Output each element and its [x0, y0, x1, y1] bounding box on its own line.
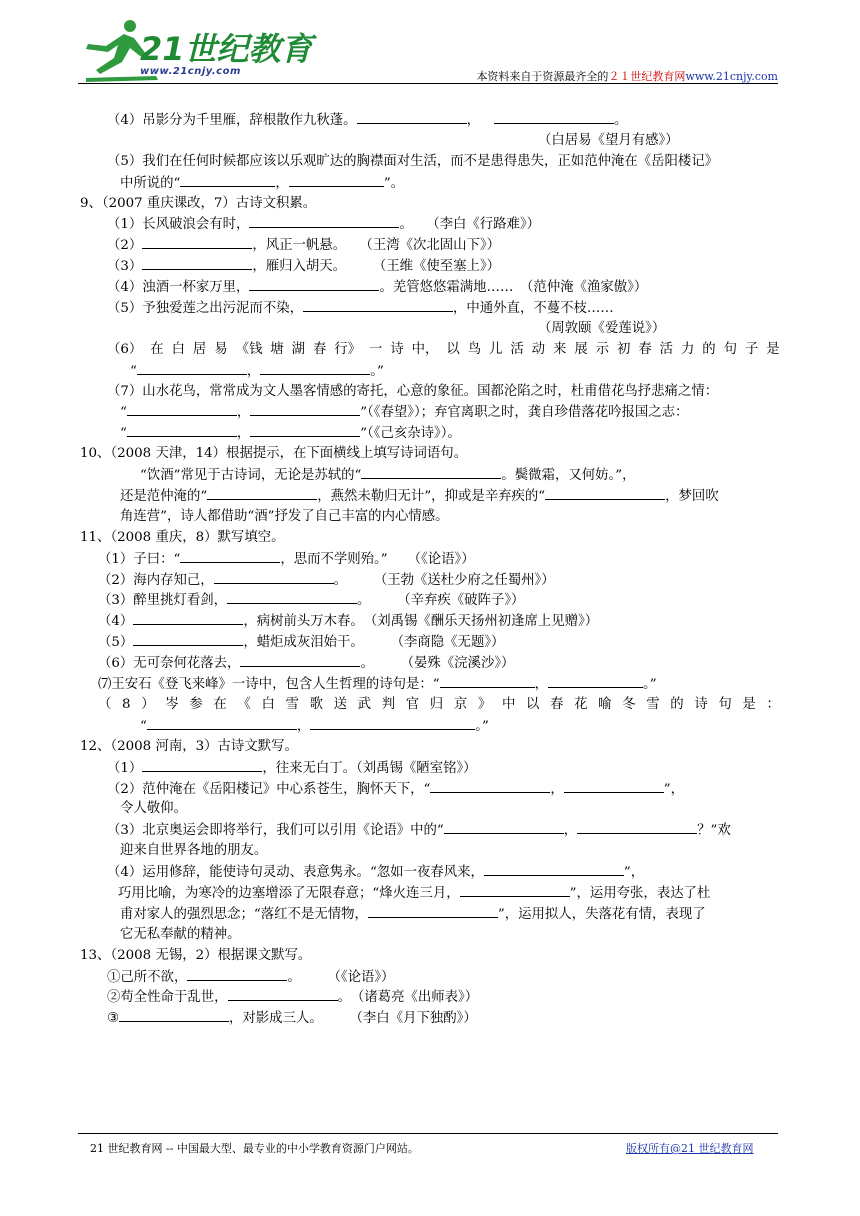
answer-blank[interactable]	[147, 716, 297, 730]
q11-item-6: （6）无可奈何花落去， 。 （晏殊《浣溪沙》）	[80, 653, 780, 674]
answer-blank[interactable]	[440, 674, 535, 688]
answer-blank[interactable]	[444, 820, 564, 834]
spaced-char: 官	[405, 696, 420, 712]
answer-blank[interactable]	[142, 758, 262, 772]
q9-item-6	[80, 340, 780, 361]
answer-blank[interactable]	[577, 820, 697, 834]
spaced-char: 活	[510, 341, 524, 357]
q12-item-2-cont: 令人敬仰。	[120, 801, 187, 817]
q13-item-1: ①己所不欲， 。 （《论语》）	[80, 967, 780, 988]
spaced-char: 是	[742, 696, 756, 712]
answer-blank[interactable]	[564, 779, 664, 793]
q9-item-5: （5）予独爱莲之出污泥而不染， ，中通外直，不蔓不枝……	[80, 298, 780, 319]
spaced-char: 儿	[489, 341, 503, 357]
spaced-char: 鸟	[467, 341, 482, 357]
spaced-char: 岑	[165, 696, 179, 712]
q9-item-5-source: （周敦颐《爱莲说》）	[538, 320, 666, 336]
spaced-char: 展	[574, 341, 588, 357]
spaced-char: 雪	[285, 696, 299, 712]
spaced-char: 力	[680, 341, 695, 357]
q9-item-7-cont: “ ， ”（《春望》）；弃官离职之时，龚自珍借落花吟报国之志：	[80, 402, 780, 423]
answer-blank[interactable]	[368, 904, 498, 918]
spaced-char: 诗	[390, 341, 404, 357]
q11-item-4: （4） ，病树前头万木春。 （刘禹锡《酬乐天扬州初逢席上见赠》）	[80, 611, 780, 632]
q10-line-1: “饮酒”常见于古诗词，无论是苏轼的“ 。鬓微霜，又何妨。”，	[80, 465, 780, 486]
q9-item-2: （2） ，风正一帆悬。 （王湾《次北固山下》）	[80, 235, 780, 256]
spaced-char: （6）	[107, 341, 143, 357]
spaced-char: 居	[192, 341, 207, 357]
spaced-char: 春	[550, 696, 564, 712]
q11-item-8	[80, 695, 780, 716]
q10-line-3: 角连营”，诗人都借助“酒”抒发了自己丰富的内心情感。	[120, 508, 449, 524]
spaced-char: 雪	[646, 696, 660, 712]
q10-title: 10、（2008 天津，14）根据提示，在下面横线上填写诗词语句。	[80, 446, 468, 462]
q8-item-4: （4）吊影分为千里雁，辞根散作九秋蓬。 ， 。	[80, 110, 780, 131]
answer-blank[interactable]	[227, 590, 357, 604]
answer-blank[interactable]	[180, 173, 275, 187]
spaced-char: 在	[150, 341, 164, 357]
answer-blank[interactable]	[250, 402, 360, 416]
spaced-char: 中	[501, 696, 516, 712]
q11-item-5: （5） ，蜡炬成灰泪始干。 （李商隐《无题》）	[80, 632, 780, 653]
spaced-char: 白	[261, 696, 275, 712]
answer-blank[interactable]	[240, 653, 360, 667]
answer-blank[interactable]	[214, 570, 334, 584]
spaced-char: 冬	[622, 696, 636, 712]
spaced-char: 春	[638, 341, 652, 357]
spaced-char: 行》	[334, 341, 362, 357]
footer-text: 21 世纪教育网 -- 中国最大型、最专业的中小学教育资源门户网站。	[90, 1142, 419, 1155]
answer-blank[interactable]	[119, 1008, 229, 1022]
answer-blank[interactable]	[249, 277, 379, 291]
footer-copyright-link[interactable]: 版权所有@21 世纪教育网	[626, 1142, 754, 1155]
spaced-char: 诗	[694, 696, 708, 712]
q13-item-3: ③ ，对影成三人。 （李白《月下独酌》）	[80, 1008, 780, 1029]
q8-item-5: （5）我们在任何时候都应该以乐观旷达的胸襟面对生活，而不是患得患失，正如范仲淹在《岳阳楼记》	[107, 153, 719, 169]
answer-blank[interactable]	[484, 862, 624, 876]
spaced-char: 送	[333, 696, 347, 712]
spaced-char: 动	[531, 341, 546, 357]
q8-item-5-cont: 中所说的“ ， ”。	[80, 173, 780, 194]
answer-blank[interactable]	[249, 214, 399, 228]
answer-blank[interactable]	[142, 235, 252, 249]
spaced-char: ）	[141, 696, 155, 712]
spaced-char: 花	[574, 696, 588, 712]
spaced-char: 塘	[270, 341, 284, 357]
answer-blank[interactable]	[430, 779, 550, 793]
spaced-char: 判	[381, 696, 396, 712]
q9-item-7-cont2: “ ， ”（《己亥杂诗》）。	[80, 423, 780, 444]
answer-blank[interactable]	[127, 423, 237, 437]
spaced-char: 句	[723, 341, 738, 357]
answer-blank[interactable]	[142, 256, 252, 270]
answer-blank[interactable]	[310, 716, 475, 730]
q12-item-4-cont2: 甫对家人的强烈思念；“落红不是无情物， ”，运用拟人，失落花有情，表现了	[80, 904, 780, 925]
spaced-char: 来	[553, 341, 567, 357]
spaced-char: 活	[659, 341, 674, 357]
answer-blank[interactable]	[460, 883, 570, 897]
q11-item-8-blanks: “ ， 。”	[80, 716, 780, 737]
spaced-char: 8	[122, 696, 131, 712]
spaced-char: 》	[477, 696, 492, 712]
spaced-char: 中，	[411, 341, 439, 357]
q9-item-1: （1）长风破浪会有时， 。 （李白《行路难》）	[80, 214, 780, 235]
spaced-char: 歌	[309, 696, 323, 712]
page-header	[78, 18, 778, 84]
answer-blank[interactable]	[180, 549, 280, 563]
spaced-char: 《	[237, 696, 251, 712]
q13-item-2: ②苟全性命于乱世， 。 （诸葛亮《出师表》）	[80, 987, 780, 1008]
answer-blank[interactable]	[127, 402, 237, 416]
spaced-char: 武	[357, 696, 372, 712]
q12-item-4: （4）运用修辞，能使诗句灵动、表意隽永。“忽如一夜春风来， ”，	[80, 862, 780, 883]
spaced-char: 《钱	[235, 341, 263, 357]
spaced-char: 的	[670, 696, 684, 712]
logo-tagline: www.21cnjy.com	[140, 66, 241, 77]
header-highlight: ２１世纪教育网	[608, 70, 686, 83]
q12-item-2: （2）范仲淹在《岳阳楼记》中心系苍生，胸怀天下，“ ， ”，	[80, 779, 780, 800]
spaced-char: 在	[213, 696, 227, 712]
spaced-char: 喻	[598, 696, 612, 712]
answer-blank[interactable]	[289, 173, 384, 187]
q12-item-3: （3）北京奥运会即将举行，我们可以引用《论语》中的“ ， ？”欢	[80, 820, 780, 841]
q11-item-2: （2）海内存知己， 。 （王勃《送杜少府之任蜀州》）	[80, 570, 780, 591]
answer-blank[interactable]	[133, 611, 243, 625]
answer-blank[interactable]	[207, 486, 317, 500]
header-site-link[interactable]: www.21cnjy.com	[685, 70, 778, 83]
q9-item-7: （7）山水花鸟，常常成为文人墨客情感的寄托，心意的象征。国都沦陷之时，杜甫借花鸟抒悲痛之情：	[107, 383, 719, 399]
answer-blank[interactable]	[357, 110, 467, 124]
answer-blank[interactable]	[260, 361, 370, 375]
q12-item-4-cont: 巧用比喻，为寒冷的边塞增添了无限春意；“烽火连三月， ”，运用夸张，表达了杜	[80, 883, 780, 904]
q8-item-4-source: （白居易《望月有感》）	[538, 132, 679, 148]
q12-item-4-cont3: 它无私奉献的精神。	[120, 926, 241, 942]
q11-item-1: （1）子曰：“ ，思而不学则殆。” （《论语》）	[80, 549, 780, 570]
spaced-char: 示	[595, 341, 610, 357]
answer-blank[interactable]	[133, 632, 243, 646]
q12-item-1: （1） ，往来无白丁。（刘禹锡《陋室铭》）	[80, 758, 780, 779]
q9-item-6-blanks: “ ， 。”	[80, 361, 780, 382]
spaced-char: 句	[718, 696, 732, 712]
answer-blank[interactable]	[250, 423, 360, 437]
spaced-char: 初	[616, 341, 631, 357]
logo-text: 21世纪教育	[140, 30, 313, 68]
q12-title: 12、（2008 河南，3）古诗文默写。	[80, 738, 298, 754]
q9-item-4: （4）浊酒一杯家万里， 。羌管悠悠霜满地…… （范仲淹《渔家傲》）	[80, 277, 780, 298]
spaced-char: 子	[744, 341, 759, 357]
spaced-char: ：	[766, 696, 780, 712]
header-divider	[78, 83, 778, 84]
spaced-char: 以	[446, 341, 460, 357]
q11-title: 11、（2008 重庆，8）默写填空。	[80, 529, 285, 545]
spaced-char: 春	[312, 341, 327, 357]
answer-blank[interactable]	[303, 298, 453, 312]
spaced-char: 以	[525, 696, 540, 712]
q9-title: 9、（2007 重庆课改，7）古诗文积累。	[80, 195, 317, 211]
q11-item-3: （3）醉里挑灯看剑， 。 （辛弃疾《破阵子》）	[80, 590, 780, 611]
spaced-char: 是	[766, 341, 780, 357]
spaced-char: （	[98, 696, 112, 712]
answer-blank[interactable]	[494, 110, 614, 124]
header-note: 本资料来自于资源最齐全的２１世纪教育网www.21cnjy.com	[476, 70, 778, 83]
spaced-char: 参	[189, 696, 203, 712]
answer-blank[interactable]	[548, 674, 643, 688]
q9-item-3: （3） ，雁归入胡天。 （王维《使至塞上》）	[80, 256, 780, 277]
answer-blank[interactable]	[545, 486, 665, 500]
answer-blank[interactable]	[228, 987, 338, 1001]
document-body	[80, 110, 780, 1029]
q11-item-7: ⑺王安石《登飞来峰》一诗中，包含人生哲理的诗句是：“ ， 。”	[80, 674, 780, 695]
answer-blank[interactable]	[187, 967, 287, 981]
spaced-char: 京	[453, 696, 468, 712]
spaced-char: 白	[171, 341, 185, 357]
spaced-char: 的	[702, 341, 716, 357]
answer-blank[interactable]	[137, 361, 247, 375]
q12-item-3-cont: 迎来自世界各地的朋友。	[120, 843, 268, 859]
spaced-char: 湖	[291, 341, 305, 357]
footer-divider	[78, 1133, 778, 1134]
spaced-char: 归	[429, 696, 444, 712]
spaced-char: 一	[368, 341, 383, 357]
q13-title: 13、（2008 无锡，2）根据课文默写。	[80, 947, 312, 963]
answer-blank[interactable]	[361, 465, 501, 479]
spaced-char: 易	[214, 341, 228, 357]
q10-line-2: 还是范仲淹的“ ，燕然未勒归无计”，抑或是辛弃疾的“ ，梦回吹	[80, 486, 780, 507]
